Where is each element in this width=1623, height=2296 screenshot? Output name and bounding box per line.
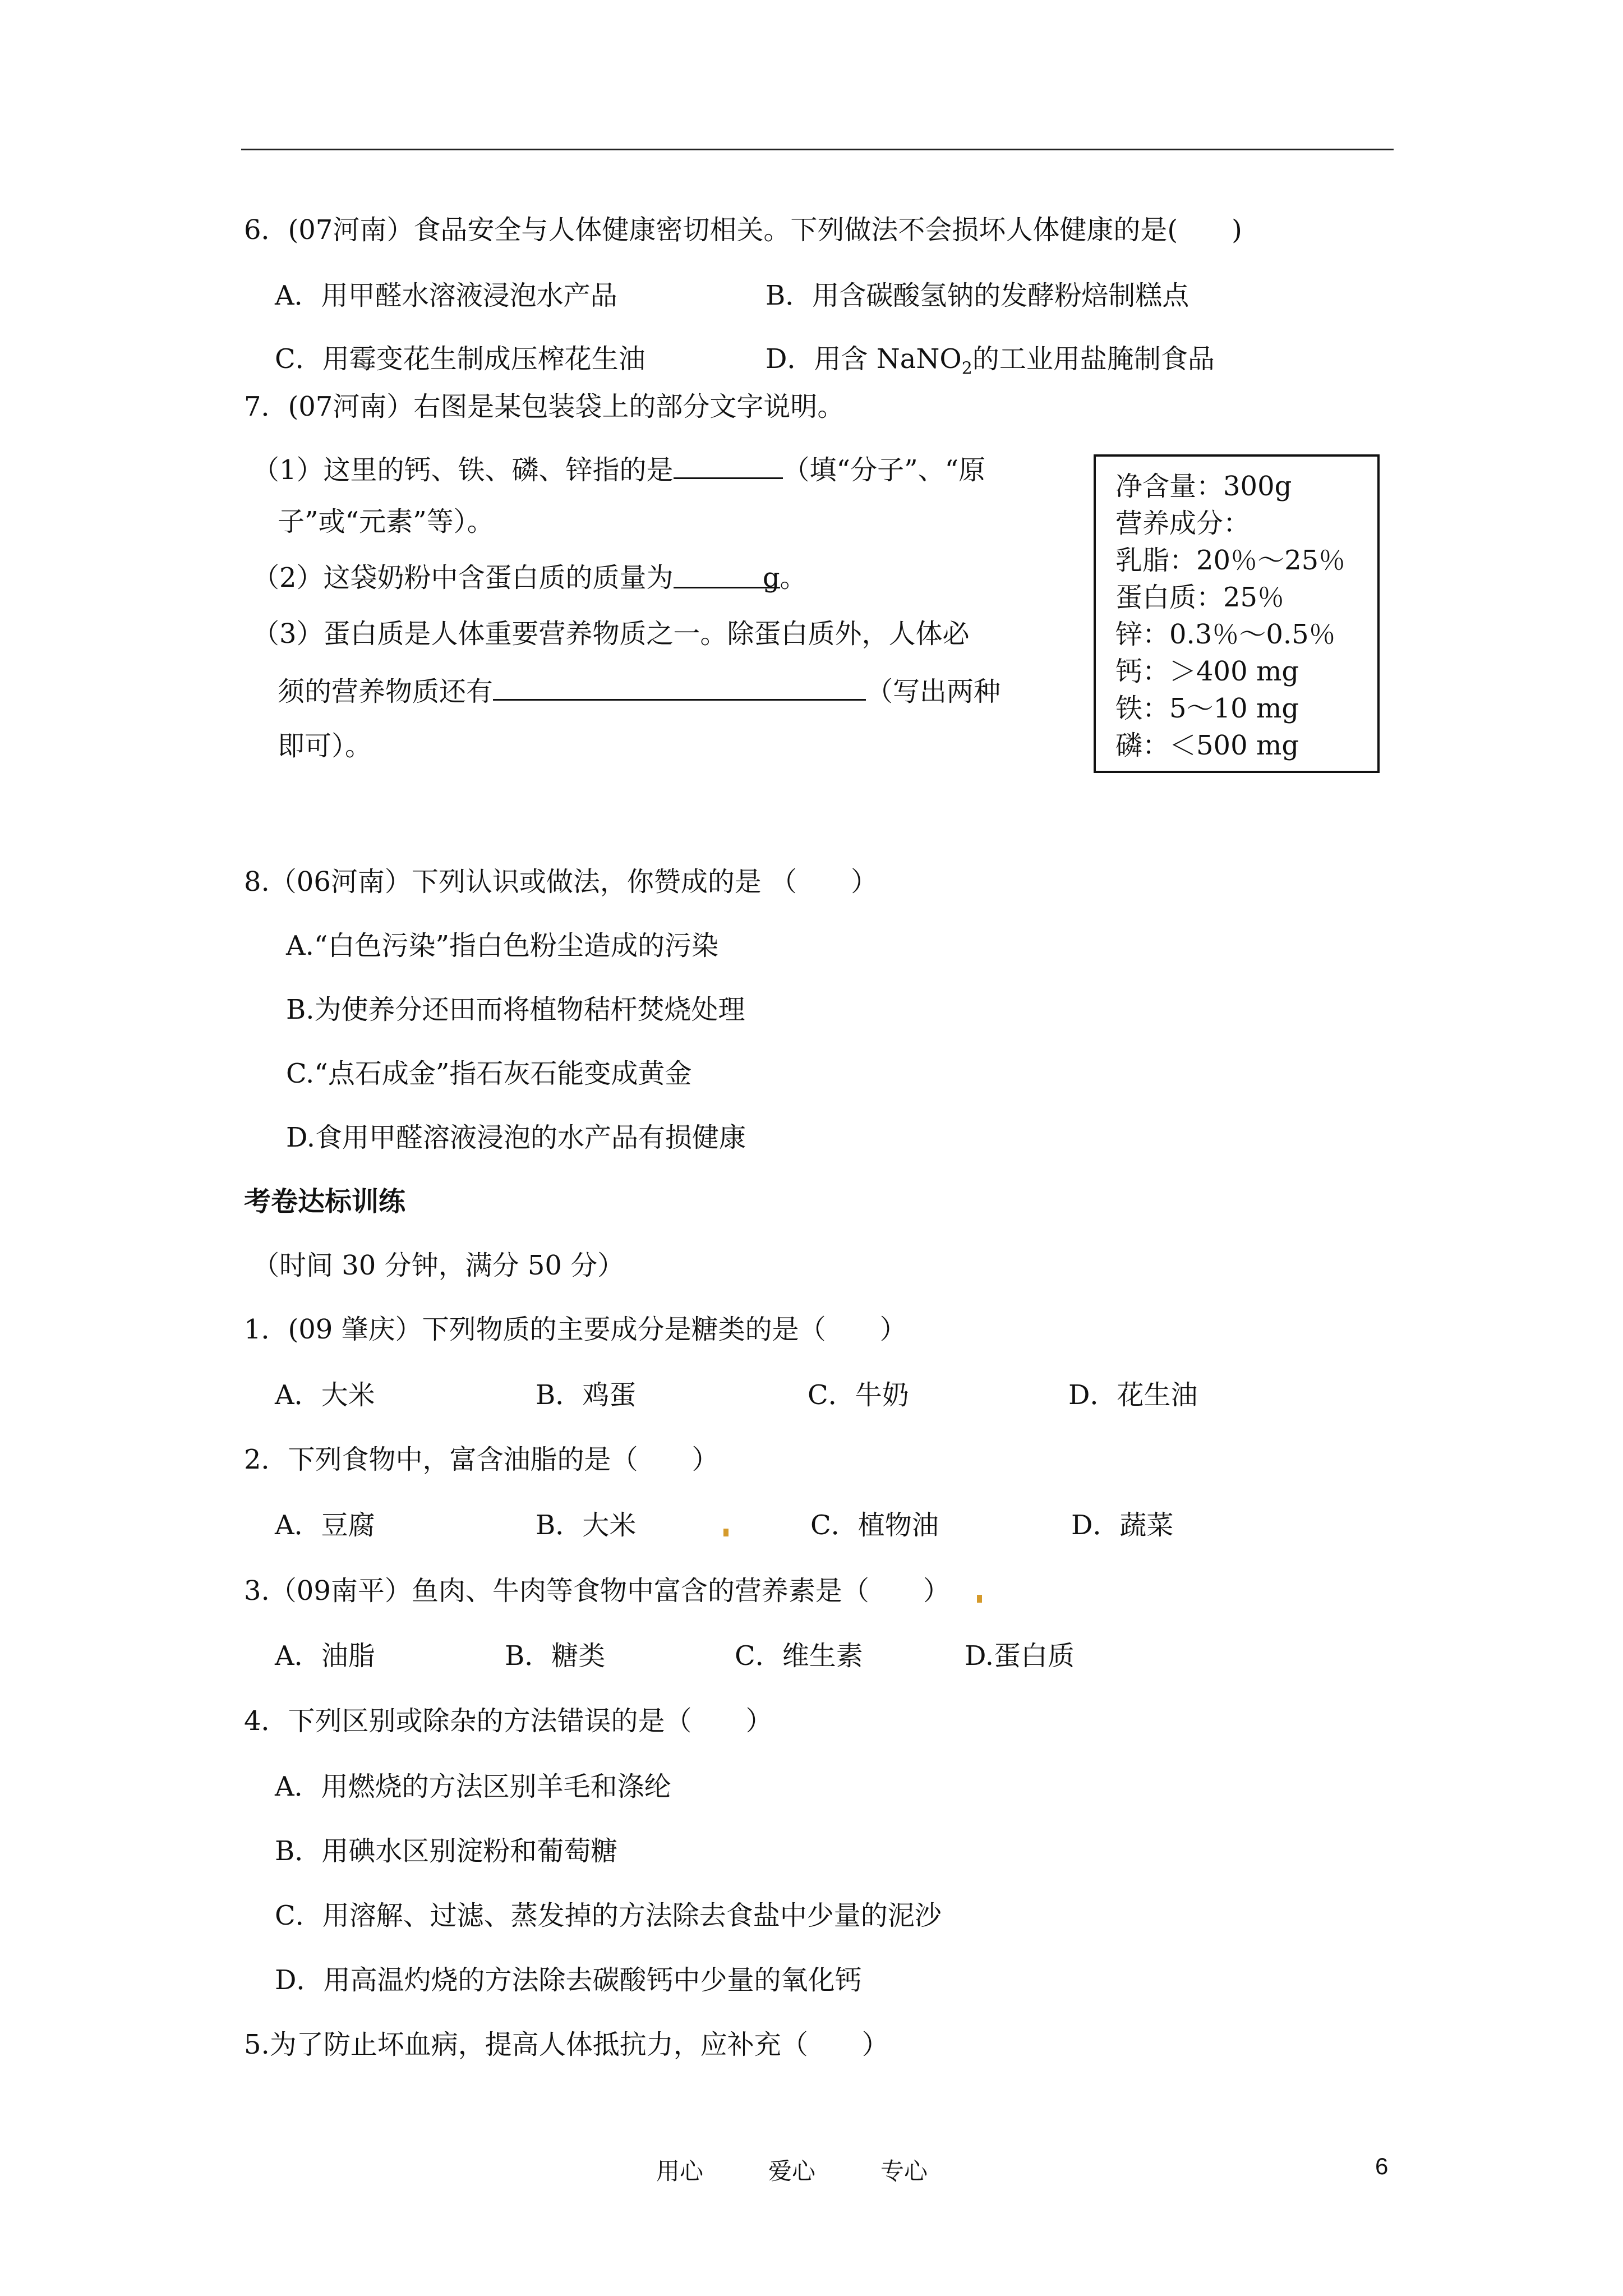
header-rule [241,149,1394,150]
e2-stem: 2．下列食物中，富含油脂的是（ ） [244,1444,719,1475]
page-number: 6 [1375,2153,1389,2179]
e4-option-d: D．用高温灼烧的方法除去碳酸钙中少量的氧化钙 [275,1964,862,1996]
q6-option-c: C．用霉变花生制成压榨花生油 [275,343,645,375]
e1-option-a: A．大米 [275,1379,375,1411]
label-line: 乳脂：20％～25％ [1115,545,1346,576]
q8-option-a: A.“白色污染”指白色粉尘造成的污染 [286,930,719,961]
q8-option-c: C.“点石成金”指石灰石能变成黄金 [286,1058,692,1089]
e2-option-d: D．蔬菜 [1071,1510,1174,1541]
q7-part2-end: 。 [780,562,807,593]
q7-stem: 7．(07河南）右图是某包装袋上的部分文字说明。 [244,391,845,422]
q7-part1-hint: （填“分子”、“原 [782,454,986,486]
q7-part3-line1: （3）蛋白质是人体重要营养物质之一。除蛋白质外，人体必 [252,618,970,650]
label-line: 锌：0.3％～0.5％ [1115,619,1336,650]
e4-option-b: B．用碘水区别淀粉和葡萄糖 [275,1835,618,1867]
label-line: 铁：5～10 mg [1115,693,1299,724]
q7-part1-text: （1）这里的钙、铁、磷、锌指的是 [252,454,674,486]
footer-item: 爱心 [768,2157,816,2185]
e1-option-c: C．牛奶 [808,1379,909,1411]
q7-part1-blank[interactable] [674,452,783,479]
e4-option-c: C．用溶解、过滤、蒸发掉的方法除去食盐中少量的泥沙 [275,1900,942,1931]
q7-part3-blank[interactable] [493,673,866,701]
e3-option-b: B．糖类 [505,1640,606,1672]
q7-part3-line3: 即可）。 [278,730,372,762]
q7-part2-unit: g [762,562,780,593]
q7-part2 [252,561,807,595]
q6-option-b: B．用含碳酸氢钠的发酵粉焙制糕点 [766,280,1189,311]
e5-stem: 5.为了防止坏血病，提高人体抵抗力，应补充（ ） [244,2029,889,2060]
e3-option-a: A．油脂 [275,1640,375,1672]
q8-stem: 8.（06河南）下列认识或做法，你赞成的是 （ ） [244,866,878,898]
section-time-note: （时间 30 分钟，满分 50 分） [252,1250,625,1281]
section-title: 考卷达标训练 [244,1186,406,1217]
q6-option-a: A．用甲醛水溶液浸泡水产品 [275,280,617,311]
e1-option-d: D．花生油 [1068,1379,1198,1411]
e4-stem: 4．下列区别或除杂的方法错误的是（ ） [244,1705,773,1737]
label-line: 营养成分： [1115,508,1251,539]
q7-part1-line2: 子”或“元素”等）。 [278,506,494,537]
q6-stem: 6．(07河南）食品安全与人体健康密切相关。下列做法不会损坏人体健康的是( ) [244,214,1242,246]
label-line: 蛋白质：25％ [1115,582,1285,613]
q7-part3-line2 [278,673,1000,708]
e2-option-a: A．豆腐 [275,1510,375,1541]
e1-option-b: B．鸡蛋 [536,1379,637,1411]
label-line: 钙：＞400 mg [1115,656,1299,687]
q7-part1-line1 [252,452,985,487]
stray-mark [723,1529,728,1536]
q7-part2-blank[interactable] [674,561,780,593]
label-line: 磷：＜500 mg [1115,730,1299,761]
q7-part3-hint: （写出两种 [866,676,1001,707]
e4-option-a: A．用燃烧的方法区别羊毛和涤纶 [275,1771,671,1802]
q6-option-d-head: D．用含 NaNO [766,343,962,375]
q6-option-d [766,342,1215,386]
q6-option-d-tail: 的工业用盐腌制食品 [972,343,1215,375]
stray-mark [977,1595,982,1603]
q7-part2-text: （2）这袋奶粉中含蛋白质的质量为 [252,562,674,593]
e2-option-c: C．植物油 [810,1510,939,1541]
e2-option-b: B．大米 [536,1510,637,1541]
label-line: 净含量：300g [1115,471,1292,502]
q6-option-d-sub: 2 [961,358,972,379]
e3-option-d: D.蛋白质 [965,1640,1075,1672]
footer-item: 专心 [880,2157,928,2185]
e3-stem: 3.（09南平）鱼肉、牛肉等食物中富含的营养素是（ ） [244,1575,950,1607]
nutrition-label-box [1094,454,1380,773]
e1-stem: 1．(09 肇庆）下列物质的主要成分是糖类的是（ ） [244,1314,907,1345]
e3-option-c: C．维生素 [735,1640,863,1672]
q8-option-d: D.食用甲醛溶液浸泡的水产品有损健康 [286,1122,746,1153]
q7-part3-text: 须的营养物质还有 [278,676,494,707]
q8-option-b: B.为使养分还田而将植物秸杆焚烧处理 [286,994,745,1025]
footer-item: 用心 [656,2157,704,2185]
